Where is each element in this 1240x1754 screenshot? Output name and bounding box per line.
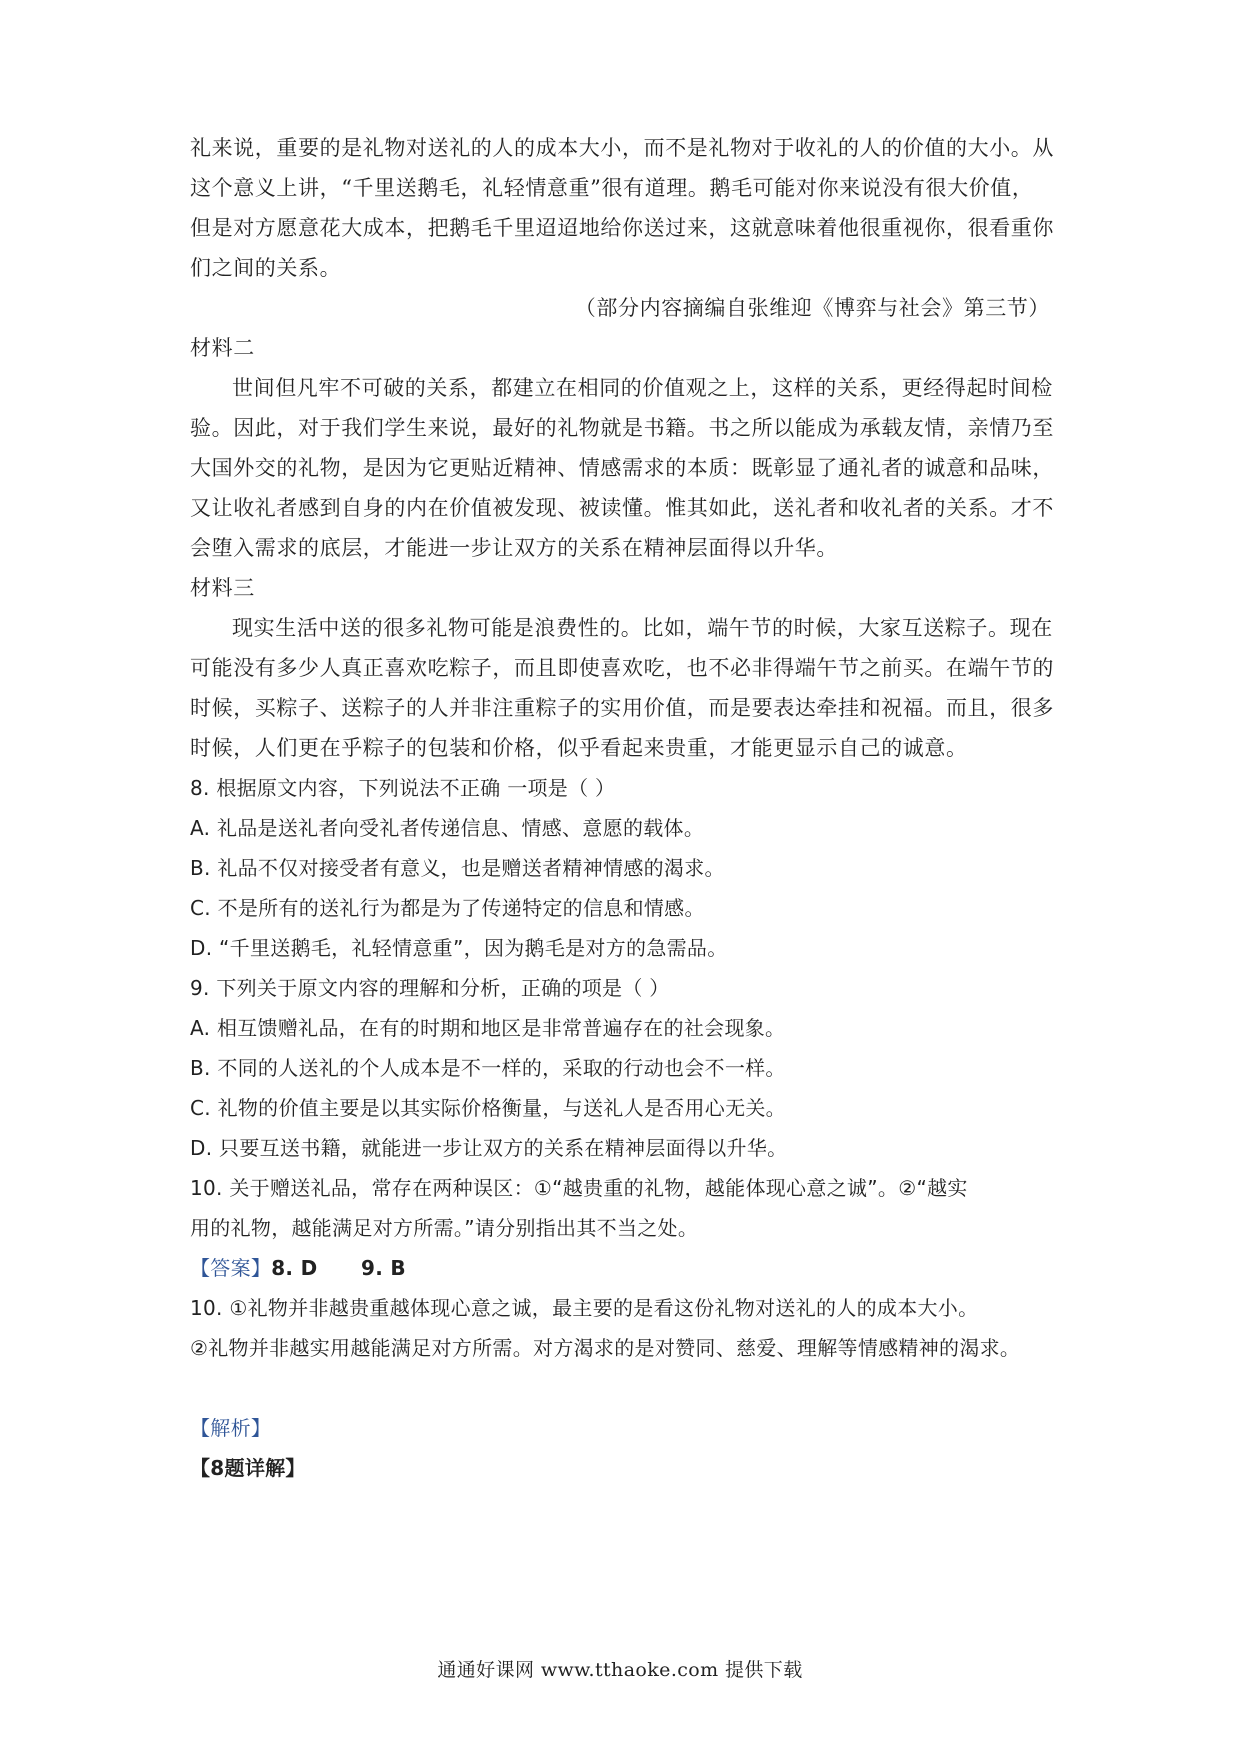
answer-label: 【答案】 [190, 1256, 272, 1280]
answer-row [190, 1253, 406, 1283]
answer-10-line: ②礼物并非越实用越能满足对方所需。对方渴求的是对赞同、慈爱、理解等情感精神的渴求。 [190, 1336, 1021, 1360]
question-9-stem: 9. 下列关于原文内容的理解和分析，正确的项是（ ） [190, 976, 670, 1000]
material2-line: 大国外交的礼物，是因为它更贴近精神、情感需求的本质：既彰显了通礼者的诚意和品味， [190, 456, 1054, 480]
material1-line: 礼来说，重要的是礼物对送礼的人的成本大小，而不是礼物对于收礼的人的价值的大小。从 [190, 136, 1054, 160]
material3-line: 时候，人们更在乎粽子的包装和价格，似乎看起来贵重，才能更显示自己的诚意。 [190, 736, 968, 760]
material3-line: 时候，买粽子、送粽子的人并非注重粽子的实用价值，而是要表达牵挂和祝福。而且，很多 [190, 696, 1054, 720]
question-9-option-c: C. 礼物的价值主要是以其实际价格衡量，与送礼人是否用心无关。 [190, 1096, 786, 1120]
question-9-option-d: D. 只要互送书籍，就能进一步让双方的关系在精神层面得以升华。 [190, 1136, 788, 1160]
question-10-line: 用的礼物，越能满足对方所需。”请分别指出其不当之处。 [190, 1216, 699, 1240]
answer-10-line: 10. ①礼物并非越贵重越体现心意之诚，最主要的是看这份礼物对送礼的人的成本大小。 [190, 1296, 979, 1320]
material1-line: 这个意义上讲，“千里送鹅毛，礼轻情意重”很有道理。鹅毛可能对你来说没有很大价值， [190, 176, 1034, 200]
material2-line: 又让收礼者感到自身的内在价值被发现、被读懂。惟其如此，送礼者和收礼者的关系。才不 [190, 496, 1054, 520]
question-8-option-a: A. 礼品是送礼者向受礼者传递信息、情感、意愿的载体。 [190, 816, 705, 840]
question-9-option-b: B. 不同的人送礼的个人成本是不一样的，采取的行动也会不一样。 [190, 1056, 786, 1080]
question-8-option-c: C. 不是所有的送礼行为都是为了传递特定的信息和情感。 [190, 896, 705, 920]
material3-heading: 材料三 [190, 576, 255, 600]
question-8-option-b: B. 礼品不仅对接受者有意义，也是赠送者精神情感的渴求。 [190, 856, 725, 880]
material2-heading: 材料二 [190, 336, 255, 360]
material2-line: 世间但凡牢不可破的关系，都建立在相同的价值观之上，这样的关系，更经得起时间检 [232, 376, 1053, 400]
question-8-option-d: D. “千里送鹅毛，礼轻情意重”，因为鹅毛是对方的急需品。 [190, 936, 728, 960]
answer-values: 8. D 9. B [271, 1256, 406, 1280]
analysis-label: 【解析】 [190, 1416, 272, 1440]
material1-line: 但是对方愿意花大成本，把鹅毛千里迢迢地给你送过来，这就意味着他很重视你，很看重你 [190, 216, 1054, 240]
detail-label: 【8题详解】 [190, 1456, 306, 1480]
material3-line: 可能没有多少人真正喜欢吃粽子，而且即使喜欢吃，也不必非得端午节之前买。在端午节的 [190, 656, 1054, 680]
material2-line: 会堕入需求的底层，才能进一步让双方的关系在精神层面得以升华。 [190, 536, 838, 560]
material3-line: 现实生活中送的很多礼物可能是浪费性的。比如，端午节的时候，大家互送粽子。现在 [232, 616, 1053, 640]
page-footer: 通通好课网 www.tthaoke.com 提供下载 [437, 1659, 803, 1681]
source-note: （部分内容摘编自张维迎《博弈与社会》第三节） [574, 296, 1050, 320]
question-10-line: 10. 关于赠送礼品，常存在两种误区：①“越贵重的礼物，越能体现心意之诚”。②“越实 [190, 1176, 968, 1200]
material2-line: 验。因此，对于我们学生来说，最好的礼物就是书籍。书之所以能成为承载友情，亲情乃至 [190, 416, 1054, 440]
question-8-stem: 8. 根据原文内容，下列说法不正确 一项是（ ） [190, 776, 616, 800]
question-9-option-a: A. 相互馈赠礼品，在有的时期和地区是非常普遍存在的社会现象。 [190, 1016, 786, 1040]
material1-line: 们之间的关系。 [190, 256, 342, 280]
